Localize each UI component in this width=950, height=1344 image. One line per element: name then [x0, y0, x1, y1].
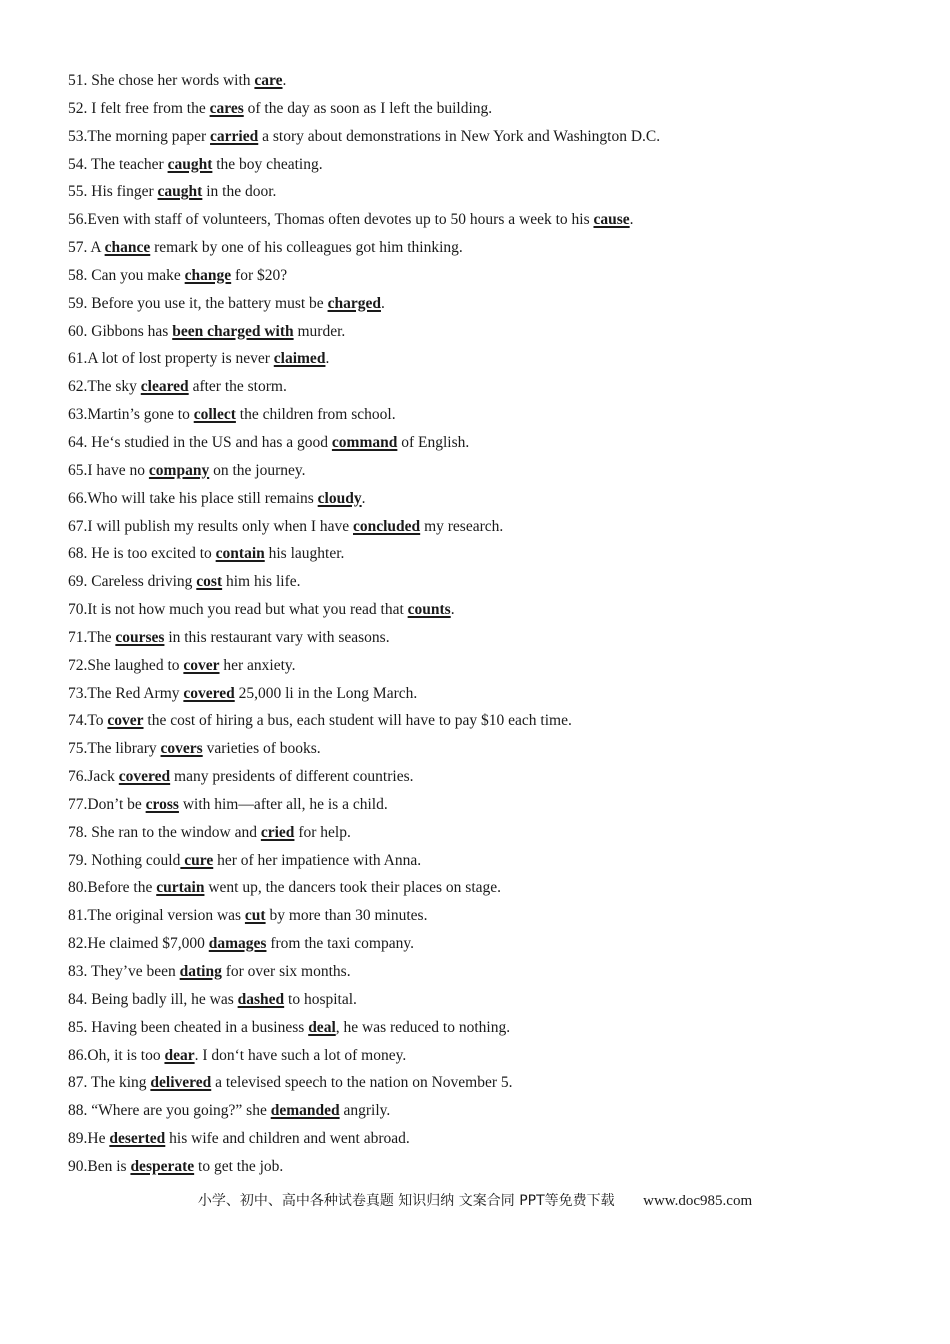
sentence-text: Martin’s gone to	[87, 406, 194, 424]
sentence-number: 81.	[68, 907, 88, 925]
sentence-keyword: cause	[593, 211, 630, 229]
sentence-item	[68, 1156, 928, 1184]
sentence-keyword: damages	[208, 935, 267, 953]
sentence-text: Jack	[87, 768, 119, 786]
sentence-text: His finger	[91, 183, 158, 201]
sentence-keyword: cleared	[140, 378, 189, 396]
sentence-keyword: carried	[210, 127, 259, 145]
sentence-text: the cost of hiring a bus, each student will have to pay $10 each time.	[143, 712, 572, 730]
sentence-keyword: charged	[327, 294, 381, 312]
sentence-item	[68, 850, 928, 878]
sentence-item	[68, 627, 928, 655]
sentence-text: from the taxi company.	[266, 935, 414, 953]
sentence-number: 79.	[68, 851, 92, 869]
sentence-item	[68, 237, 928, 265]
sentence-text: The original version was	[87, 907, 245, 925]
sentence-number: 75.	[68, 740, 88, 758]
sentence-text: after the storm.	[188, 378, 287, 396]
sentence-text: .	[282, 72, 287, 89]
sentence-number: 82.	[68, 935, 88, 953]
sentence-number: 85.	[68, 1018, 92, 1036]
sentence-item	[68, 321, 928, 349]
sentence-text: Careless driving	[91, 573, 197, 591]
sentence-item	[68, 933, 928, 961]
sentence-number: 62.	[68, 378, 88, 396]
sentence-item	[68, 794, 928, 822]
sentence-item	[68, 1045, 928, 1073]
sentence-item	[68, 98, 928, 126]
sentence-text: the boy cheating.	[212, 155, 323, 173]
sentence-keyword: caught	[167, 155, 213, 173]
sentence-keyword: change	[184, 266, 232, 284]
sentence-text: A	[90, 239, 105, 257]
sentence-text: murder.	[293, 322, 346, 340]
sentence-keyword: dear	[164, 1046, 195, 1064]
sentence-keyword: cost	[196, 573, 223, 591]
sentence-item	[68, 961, 928, 989]
sentence-item	[68, 432, 928, 460]
sentence-text: to get the job.	[194, 1157, 284, 1175]
sentence-number: 83.	[68, 963, 91, 980]
sentence-number: 73.	[68, 684, 88, 702]
sentence-number: 63.	[68, 406, 88, 424]
sentence-item	[68, 738, 928, 766]
sentence-text: by more than 30 minutes.	[265, 907, 428, 925]
sentence-number: 51.	[68, 72, 92, 89]
sentence-keyword: counts	[407, 601, 451, 619]
sentence-keyword: delivered	[150, 1074, 212, 1092]
sentence-text: to hospital.	[284, 990, 357, 1008]
sentence-text: went up, the dancers took their places on stage.	[204, 879, 502, 897]
sentence-number: 66.	[68, 489, 88, 507]
sentence-text: Having been cheated in a business	[91, 1018, 309, 1036]
sentence-item	[68, 766, 928, 794]
sentence-text: varieties of books.	[202, 740, 321, 758]
sentence-number: 90.	[68, 1157, 88, 1175]
sentence-text: on the journey.	[209, 461, 306, 479]
sentence-item	[68, 710, 928, 738]
sentence-text: They’ve been	[90, 963, 180, 980]
sentence-keyword: company	[148, 461, 210, 479]
sentence-keyword: deserted	[109, 1130, 166, 1148]
sentence-text: for help.	[294, 823, 351, 841]
sentence-text: The library	[87, 740, 161, 758]
sentence-number: 64.	[68, 433, 92, 451]
sentence-text: “Where are you going?” she	[91, 1102, 271, 1120]
sentence-text: angrily.	[339, 1102, 391, 1120]
sentence-text: . I don‘t have such a lot of money.	[194, 1046, 407, 1064]
sentence-text: of English.	[397, 433, 470, 451]
sentence-keyword: cried	[260, 823, 295, 841]
sentence-number: 86.	[68, 1046, 88, 1064]
sentence-item	[68, 989, 928, 1017]
sentence-keyword: been charged with	[172, 322, 294, 340]
sentence-item	[68, 1100, 928, 1128]
sentence-keyword: caught	[157, 183, 203, 201]
sentence-text: .	[361, 489, 366, 507]
sentence-text: .	[629, 211, 634, 229]
sentence-keyword: covers	[160, 740, 203, 758]
sentence-item	[68, 822, 928, 850]
sentence-text: Don’t be	[87, 795, 146, 813]
sentence-text: He is too excited to	[91, 545, 216, 563]
sentence-item	[68, 126, 928, 154]
sentence-keyword: dashed	[237, 990, 285, 1008]
sentence-text: a televised speech to the nation on November 5.	[211, 1074, 513, 1092]
sentence-text: I will publish my results only when I have	[87, 517, 353, 535]
sentence-text: Nothing could	[91, 851, 181, 869]
sentence-text: , he was reduced to nothing.	[335, 1018, 511, 1036]
sentence-text: Before you use it, the battery must be	[91, 294, 328, 312]
sentence-text: Ben is	[87, 1157, 131, 1175]
sentence-number: 58.	[68, 266, 92, 284]
sentence-number: 68.	[68, 545, 92, 563]
sentence-item	[68, 348, 928, 376]
sentence-text: The morning paper	[87, 127, 211, 145]
sentence-text: She laughed to	[87, 656, 184, 674]
sentence-text: in this restaurant vary with seasons.	[164, 628, 390, 646]
sentence-text: She ran to the window and	[91, 823, 261, 841]
sentence-number: 80.	[68, 879, 88, 897]
sentence-keyword: desperate	[130, 1157, 195, 1175]
sentence-text: remark by one of his colleagues got him thinking.	[150, 239, 463, 257]
sentence-item	[68, 265, 928, 293]
sentence-item	[68, 1072, 928, 1100]
sentence-text: I have no	[87, 461, 149, 479]
sentence-text: He claimed $7,000	[87, 935, 209, 953]
sentence-item	[68, 70, 928, 98]
sentence-item	[68, 181, 928, 209]
sentence-text: her anxiety.	[219, 656, 296, 674]
sentence-number: 89.	[68, 1130, 88, 1148]
sentence-text: The	[87, 628, 116, 646]
sentence-text: The Red Army	[87, 684, 184, 702]
sentence-number: 69.	[68, 573, 92, 591]
sentence-item	[68, 543, 928, 571]
sentence-number: 57.	[68, 239, 91, 257]
sentence-text: To	[87, 712, 108, 730]
sentence-text: Gibbons has	[91, 322, 173, 340]
sentence-text: Even with staff of volunteers, Thomas often devotes up to 50 hours a week to his	[87, 211, 594, 229]
sentence-item	[68, 571, 928, 599]
sentence-number: 67.	[68, 517, 88, 535]
sentence-number: 87.	[68, 1074, 91, 1092]
sentence-keyword: contain	[215, 545, 265, 563]
sentence-item	[68, 516, 928, 544]
sentence-number: 70.	[68, 601, 88, 619]
sentence-keyword: cares	[209, 99, 244, 117]
sentence-text: for over six months.	[221, 963, 351, 980]
sentence-item	[68, 599, 928, 627]
sentence-number: 53.	[68, 127, 88, 145]
sentence-text: 25,000 li in the Long March.	[234, 684, 418, 702]
sentence-item	[68, 154, 928, 182]
sentence-item	[68, 209, 928, 237]
sentence-keyword: covered	[118, 768, 171, 786]
sentence-text: The king	[90, 1074, 151, 1092]
sentence-item	[68, 1017, 928, 1045]
sentence-keyword: deal	[308, 1018, 336, 1036]
sentence-text: Who will take his place still remains	[87, 489, 318, 507]
sentence-text: my research.	[420, 517, 504, 535]
sentence-text: Can you make	[91, 266, 185, 284]
sentence-item	[68, 488, 928, 516]
sentence-number: 78.	[68, 823, 92, 841]
sentence-text: Being badly ill, he was	[91, 990, 238, 1008]
sentence-text: The teacher	[90, 155, 168, 173]
sentence-text: in the door.	[202, 183, 277, 201]
sentence-keyword: curtain	[156, 879, 205, 897]
sentence-item	[68, 376, 928, 404]
sentence-keyword: courses	[115, 628, 165, 646]
sentence-keyword: cover	[107, 712, 144, 730]
sentence-keyword: demanded	[270, 1102, 340, 1120]
sentence-keyword: collect	[193, 406, 236, 424]
sentence-keyword: command	[331, 433, 398, 451]
sentence-number: 60.	[68, 322, 92, 340]
sentence-item	[68, 293, 928, 321]
sentence-number: 76.	[68, 768, 88, 786]
sentence-keyword: cut	[244, 907, 266, 925]
sentence-number: 84.	[68, 990, 92, 1008]
sentence-item	[68, 877, 928, 905]
page-footer	[0, 1190, 950, 1210]
sentence-list	[68, 70, 928, 1184]
sentence-number: 61.	[68, 350, 88, 368]
sentence-text: .	[380, 294, 385, 312]
sentence-number: 77.	[68, 795, 88, 813]
sentence-text: of the day as soon as I left the building.	[243, 99, 493, 117]
sentence-item	[68, 655, 928, 683]
footer-site-link[interactable]: www.doc985.com	[643, 1193, 753, 1209]
sentence-keyword: cross	[145, 795, 179, 813]
sentence-number: 59.	[68, 294, 92, 312]
sentence-text: A lot of lost property is never	[87, 350, 274, 368]
sentence-keyword: cloudy	[317, 489, 362, 507]
sentence-text: many presidents of different countries.	[170, 768, 414, 786]
sentence-text: He‘s studied in the US and has a good	[91, 433, 332, 451]
sentence-text: with him—after all, he is a child.	[178, 795, 388, 813]
sentence-text: for $20?	[231, 266, 288, 284]
sentence-item	[68, 905, 928, 933]
sentence-text: The sky	[87, 378, 141, 396]
footer-text: 小学、初中、高中各种试卷真题 知识归纳 文案合同 PPT等免费下载	[197, 1193, 615, 1209]
sentence-keyword: covered	[183, 684, 235, 702]
sentence-keyword: cover	[183, 656, 220, 674]
sentence-text: I felt free from the	[91, 99, 210, 117]
sentence-number: 65.	[68, 461, 88, 479]
sentence-number: 88.	[68, 1102, 92, 1120]
sentence-item	[68, 683, 928, 711]
sentence-number: 74.	[68, 712, 88, 730]
sentence-text: It is not how much you read but what you read that	[87, 601, 408, 619]
sentence-text: .	[325, 350, 330, 368]
sentence-text: his wife and children and went abroad.	[165, 1130, 410, 1148]
sentence-keyword: concluded	[353, 517, 421, 535]
sentence-text: her of her impatience with Anna.	[213, 851, 422, 869]
sentence-number: 71.	[68, 628, 88, 646]
sentence-number: 52.	[68, 99, 92, 117]
sentence-keyword: claimed	[273, 350, 326, 368]
sentence-keyword: dating	[179, 963, 222, 980]
sentence-text: his laughter.	[264, 545, 345, 563]
sentence-text: She chose her words with	[91, 72, 255, 89]
sentence-number: 55.	[68, 183, 92, 201]
sentence-text: him his life.	[222, 573, 301, 591]
sentence-number: 54.	[68, 155, 91, 173]
sentence-keyword: chance	[104, 239, 151, 257]
sentence-text: Oh, it is too	[87, 1046, 165, 1064]
sentence-keyword: cure	[180, 851, 214, 869]
sentence-text: the children from school.	[235, 406, 396, 424]
sentence-keyword: care	[254, 72, 283, 89]
sentence-text: a story about demonstrations in New York and Washington D.C.	[258, 127, 661, 145]
sentence-text: Before the	[87, 879, 157, 897]
sentence-item	[68, 1128, 928, 1156]
sentence-number: 72.	[68, 656, 88, 674]
sentence-item	[68, 404, 928, 432]
sentence-text: .	[450, 601, 455, 619]
sentence-item	[68, 460, 928, 488]
sentence-text: He	[87, 1130, 110, 1148]
sentence-number: 56.	[68, 211, 88, 229]
